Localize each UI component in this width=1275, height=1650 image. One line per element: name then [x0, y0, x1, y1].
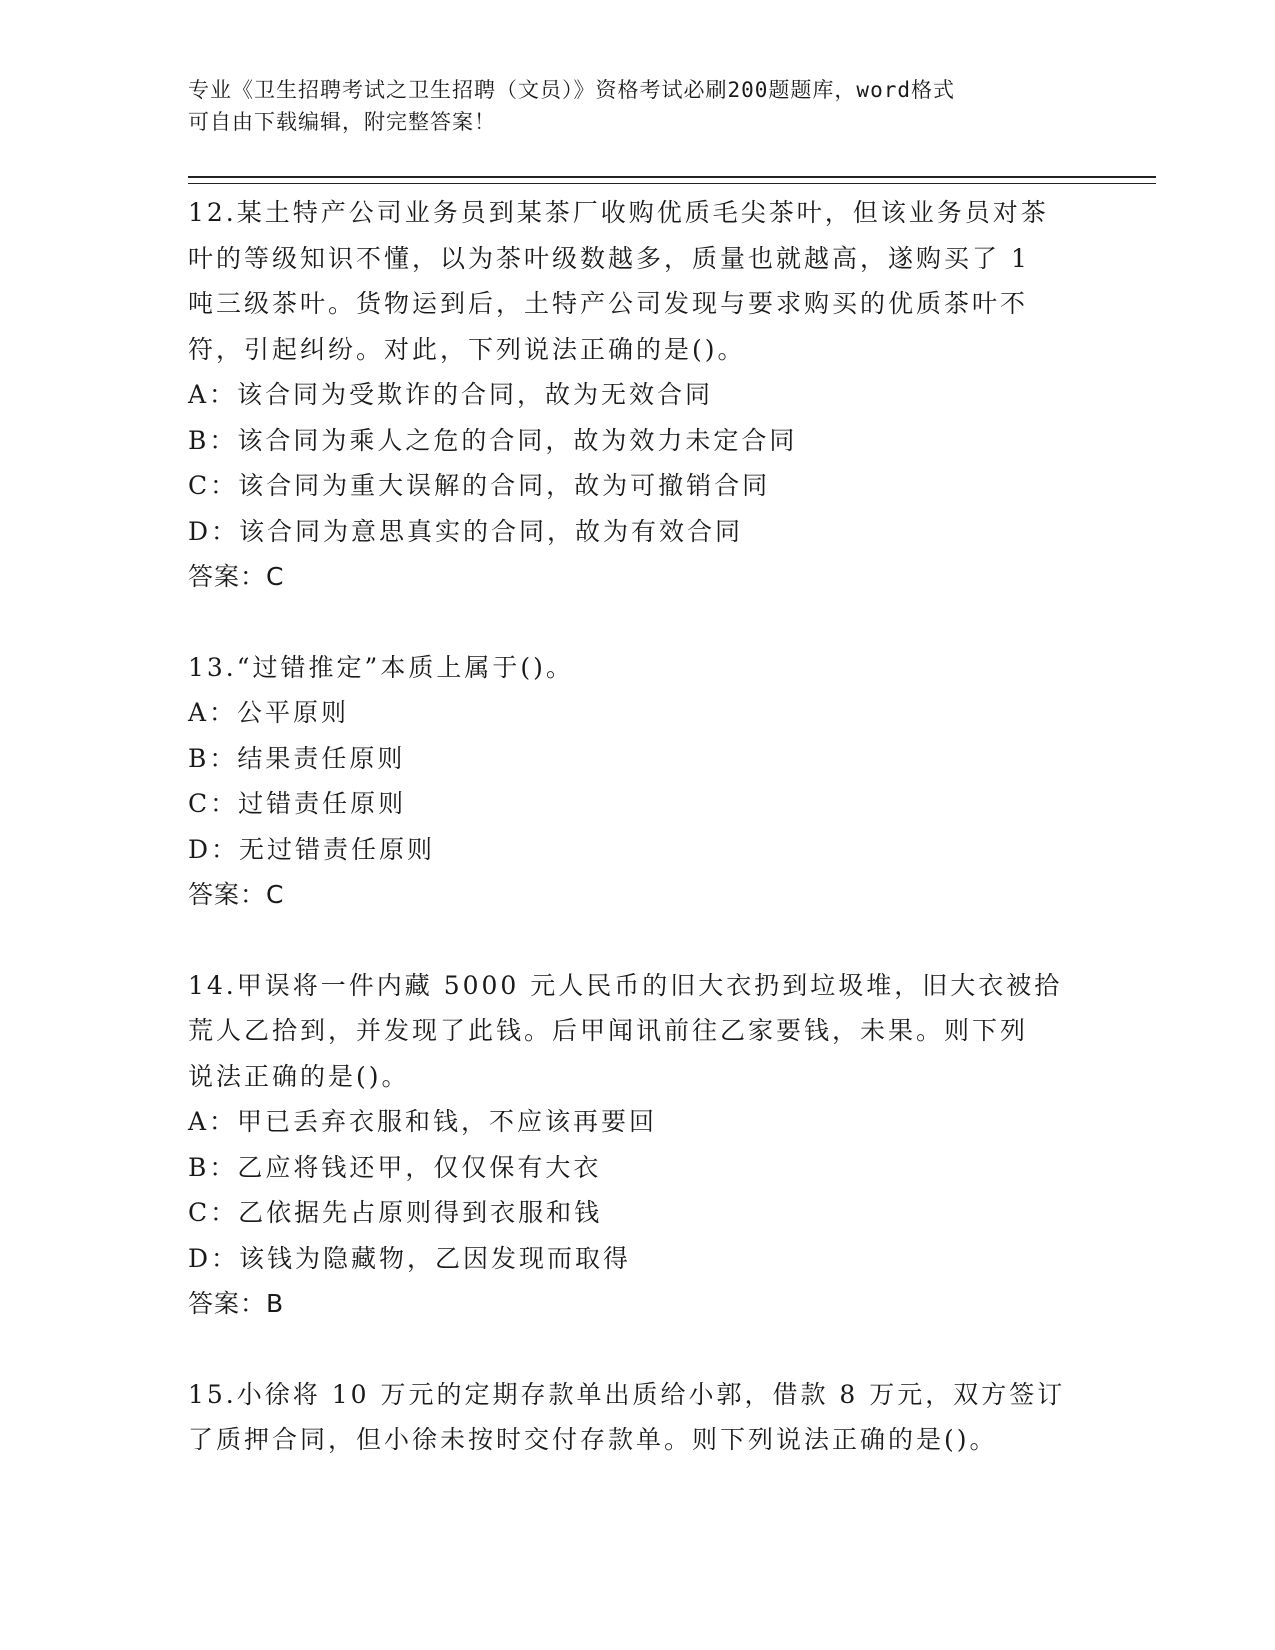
- answer: 答案：C: [188, 562, 285, 591]
- question-line: 吨三级茶叶。货物运到后，土特产公司发现与要求购买的优质茶叶不: [188, 289, 1029, 318]
- header-line-1: 专业《卫生招聘考试之卫生招聘（文员）》资格考试必刷200题题库，word格式: [188, 78, 955, 102]
- option-b: B：乙应将钱还甲，仅仅保有大衣: [188, 1152, 602, 1182]
- option-d: D：无过错责任原则: [188, 834, 436, 864]
- question-line: 15.小徐将 10 万元的定期存款单出质给小郭，借款 8 万元，双方签订: [188, 1379, 1066, 1409]
- question-line: 叶的等级知识不懂，以为茶叶级数越多，质量也就越高，遂购买了 1: [188, 243, 1030, 273]
- question-line: 荒人乙拾到，并发现了此钱。后甲闻讯前往乙家要钱，未果。则下列: [188, 1016, 1029, 1045]
- question-list: [188, 190, 1088, 1463]
- option-b: B：结果责任原则: [188, 743, 406, 773]
- header-line-2: 可自由下载编辑，附完整答案！: [188, 110, 496, 134]
- option-a: A：甲已丢弃衣服和钱，不应该再要回: [188, 1107, 658, 1136]
- header-divider-thick: [188, 176, 1156, 178]
- question-line: 符，引起纠纷。对此，下列说法正确的是()。: [188, 334, 746, 364]
- option-b: B：该合同为乘人之危的合同，故为效力未定合同: [188, 425, 798, 455]
- document-header: [188, 74, 1068, 138]
- question-14: [188, 963, 1088, 1327]
- question-line: 了质押合同，但小徐未按时交付存款单。则下列说法正确的是()。: [188, 1425, 998, 1454]
- option-d: D：该合同为意思真实的合同，故为有效合同: [188, 516, 744, 546]
- header-divider-thin: [188, 183, 1156, 184]
- question-12: [188, 190, 1088, 600]
- option-a: A：公平原则: [188, 698, 350, 727]
- option-c: C：乙依据先占原则得到衣服和钱: [188, 1198, 603, 1227]
- question-line: 14.甲误将一件内藏 5000 元人民币的旧大衣扔到垃圾堆，旧大衣被拾: [188, 970, 1063, 1000]
- answer: 答案：B: [188, 1289, 285, 1318]
- question-line: 12.某土特产公司业务员到某茶厂收购优质毛尖茶叶，但该业务员对茶: [188, 198, 1049, 227]
- question-13: [188, 645, 1088, 918]
- option-c: C：该合同为重大误解的合同，故为可撤销合同: [188, 471, 771, 500]
- question-line: 说法正确的是()。: [188, 1061, 410, 1091]
- option-c: C：过错责任原则: [188, 789, 407, 818]
- option-d: D：该钱为隐藏物，乙因发现而取得: [188, 1243, 632, 1273]
- option-a: A：该合同为受欺诈的合同，故为无效合同: [188, 380, 714, 409]
- question-15: [188, 1372, 1088, 1463]
- answer: 答案：C: [188, 880, 285, 909]
- question-line: 13.“过错推定”本质上属于()。: [188, 652, 574, 682]
